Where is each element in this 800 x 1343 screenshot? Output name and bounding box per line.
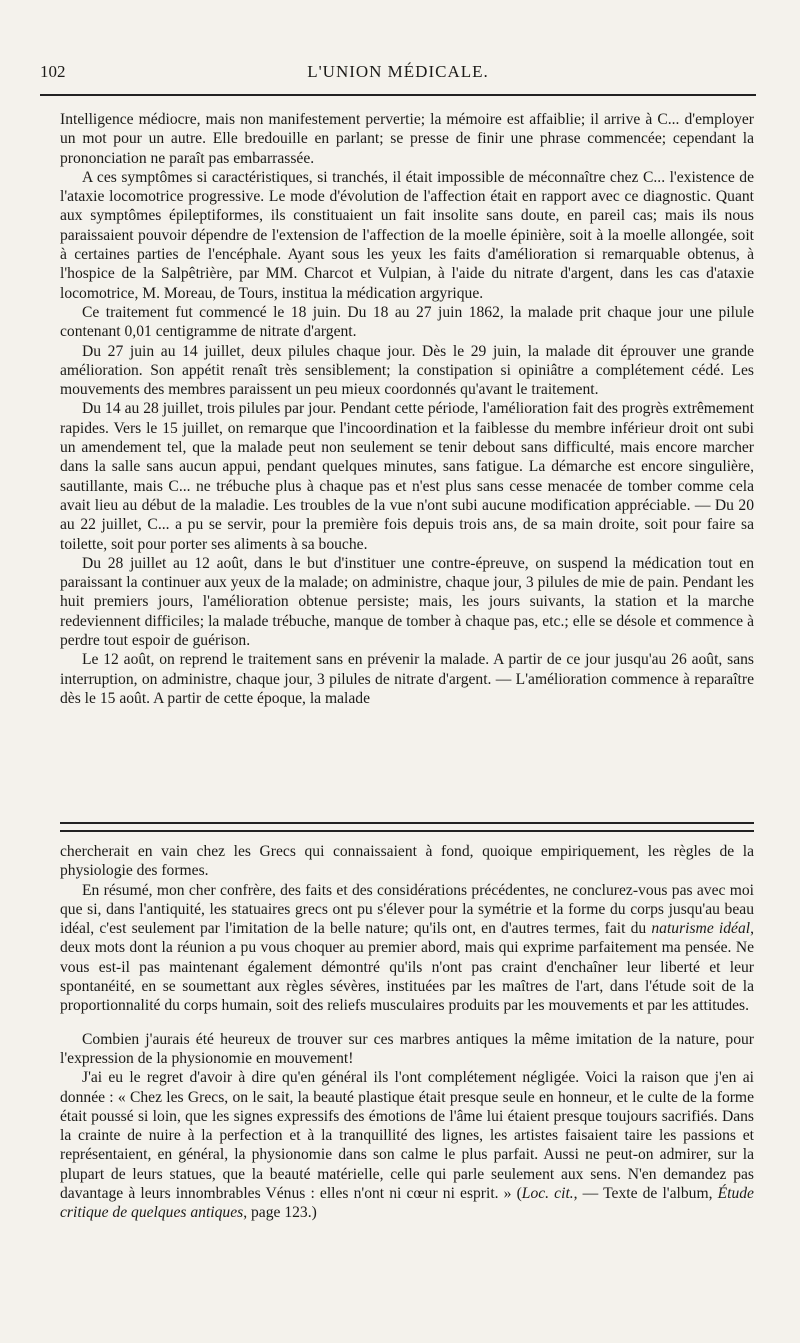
text-run: , page 123.)	[243, 1204, 317, 1222]
paragraph: Du 14 au 28 juillet, trois pilules par jour. Pendant cette période, l'amélioration fait des progrès extrêmement rapides. Vers le 15 juillet, on remarque que l'incoordination et la faiblesse du membre inférieur droit ont subi un amendement tel, que la malade peut non seulement se tenir debout sans difficulté, mais encore marcher dans la salle sans aucun appui, pendant quelques minutes, sans fatigue. La démarche est encore singulière, sautillante, mais C... ne trébuche plus à chaque pas et n'est plus sans cesse menacée de tomber comme cela avait lieu au début de la maladie. Les troubles de la vue n'ont subi aucune modification appréciable. — Du 20 au 22 juillet, C... a pu se servir, pour la première fois depuis trois ans, de sa main droite, soit pour faire sa toilette, soit pour porter ses aliments à sa bouche.	[60, 400, 754, 553]
text-run: , deux mots dont la réunion a pu vous choquer au premier abord, mais qui exprime parfaitement ma pensée. Ne vous est-il pas maintenant également démontré qu'ils n'ont pas craint d'enchaîner leur liberté et leur spontanéité, en se soumettant aux règles sévères, instituées par les maîtres de l'art, dans l'étude soit de la proportionnalité du corps humain, soit des reliefs musculaires produits par les mouvements et par les attitudes.	[60, 920, 754, 1015]
paragraph: Intelligence médiocre, mais non manifestement pervertie; la mémoire est affaiblie; il arrive à C... d'employer un mot pour un autre. Elle bredouille en parlant; se presse de finir une phrase commencée; cependant la prononciation ne paraît pas embarrassée.	[60, 111, 754, 167]
page-header	[40, 62, 756, 86]
paragraph: Ce traitement fut commencé le 18 juin. Du 18 au 27 juin 1862, la malade prit chaque jour une pilule contenant 0,01 centigramme de nitrate d'argent.	[60, 303, 754, 341]
running-title: L'UNION MÉDICALE.	[307, 62, 489, 81]
text-run: J'ai eu le regret d'avoir à dire qu'en général ils l'ont complétement négligée. Voici la raison que j'en ai donnée : « Chez les Grecs, on le sait, la beauté plastique était presque seule en honneur, et le culte de la forme était poussé si loin, que les signes expressifs des émotions de l'âme lui étaient presque toujours sacrifiés. Dans la crainte de nuire à la perfection et à la tranquillité des lignes, les artistes faisaient taire les passions et représentaient, en général, la physionomie dans son calme le plus parfait. Aussi ne peut-on admirer, sur la plupart de leurs statues, que la beauté matérielle, celle qui parle seulement aux sens. N'en demandez pas davantage à leurs innombrables Vénus : elles n'ont ni cœur ni esprit. » (	[60, 1069, 754, 1203]
emphasis: Loc. cit.	[521, 1185, 574, 1203]
paragraph: A ces symptômes si caractéristiques, si tranchés, il était impossible de méconnaître chez C... l'existence de l'ataxie locomotrice progressive. Le mode d'évolution de l'affection était en rapport avec ce diagnostic. Quant aux symptômes épileptiformes, ils constituaient un fait insolite sans doute, en pareil cas; mais ils nous paraissaient pouvoir dépendre de l'extension de l'affection de la moelle épinière, soit à la moelle allongée, soit à certaines parties de l'encéphale. Ayant sous les yeux les faits d'amélioration si remarquable obtenus, à l'hospice de la Salpêtrière, par MM. Charcot et Vulpian, à l'aide du nitrate d'argent, dans les cas d'ataxie locomotrice, M. Moreau, de Tours, institua la médication argyrique.	[60, 168, 754, 302]
paragraph: Du 28 juillet au 12 août, dans le but d'instituer une contre-épreuve, on suspend la médication tout en paraissant la continuer aux yeux de la malade; on administre, chaque jour, 3 pilules de mie de pain. Pendant les huit premiers jours, l'amélioration obtenue persiste; mais, les jours suivants, la station et la marche redeviennent difficiles; la malade trébuche, manque de tomber à chaque pas, etc.; elle se désole et commence à perdre tout espoir de guérison.	[60, 554, 754, 650]
paragraph: Le 12 août, on reprend le traitement sans en prévenir la malade. A partir de ce jour jusqu'au 26 août, sans interruption, on administre, chaque jour, 3 pilules de nitrate d'argent. — L'amélioration commence à reparaître dès le 15 août. A partir de cette époque, la malade	[60, 651, 754, 707]
text-run: , — Texte de l'album,	[573, 1185, 718, 1203]
article-top	[60, 110, 754, 708]
paragraph: Combien j'aurais été heureux de trouver sur ces marbres antiques la même imitation de la nature, pour l'expression de la physionomie en mouvement!	[60, 1030, 754, 1067]
citation-title: Étude critique de quelques antiques	[60, 1185, 754, 1222]
page-number: 102	[40, 62, 66, 81]
emphasis: naturisme idéal	[651, 920, 751, 938]
paragraph	[60, 1068, 754, 1222]
header-rule	[40, 94, 756, 96]
paragraph: chercherait en vain chez les Grecs qui connaissaient à fond, quoique empiriquement, les règles de la physiologie des formes.	[60, 843, 754, 880]
section-divider	[60, 822, 754, 832]
text-run: En résumé, mon cher confrère, des faits et des considérations précédentes, ne conclurez-vous pas avec moi que si, dans l'antiquité, les statuaires grecs ont pu s'élever pour la symétrie et la forme du corps jusqu'au beau idéal, c'est seulement par l'imitation de la belle nature; qu'ils ont, en d'autres termes, fait du	[60, 881, 754, 938]
paragraph: Du 27 juin au 14 juillet, deux pilules chaque jour. Dès le 29 juin, la malade dit éprouver une grande amélioration. Son appétit renaît très sensiblement; la constipation si opiniâtre a complétement cédé. Les mouvements des membres paraissent un peu mieux coordonnés qu'avant le traitement.	[60, 342, 754, 399]
paragraph	[60, 881, 754, 1016]
article-bottom	[60, 842, 754, 1223]
